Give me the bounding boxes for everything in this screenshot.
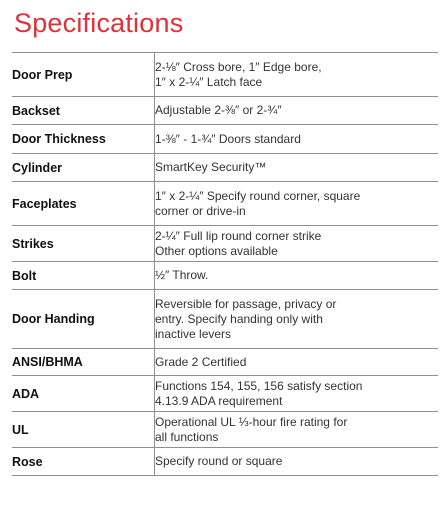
spec-row bbox=[12, 349, 438, 376]
spec-value-line: Functions 154, 155, 156 satisfy section bbox=[155, 378, 363, 393]
spec-row bbox=[12, 53, 438, 97]
spec-row bbox=[12, 226, 438, 262]
spec-value-line: ½″ Throw. bbox=[155, 268, 209, 282]
spec-value-line: 2-⅛″ Cross bore, 1″ Edge bore, bbox=[155, 59, 322, 74]
spec-label: Strikes bbox=[12, 226, 155, 262]
spec-value bbox=[155, 125, 439, 154]
spec-value-line: Adjustable 2-⅜″ or 2-¾″ bbox=[155, 103, 282, 117]
spec-value-line: Other options available bbox=[155, 243, 278, 258]
spec-label: Faceplates bbox=[12, 182, 155, 226]
spec-value bbox=[155, 226, 439, 262]
spec-value-line: 2-¼″ Full lip round corner strike bbox=[155, 228, 322, 243]
spec-label: Door Thickness bbox=[12, 125, 155, 154]
spec-row bbox=[12, 448, 438, 476]
spec-label: Rose bbox=[12, 448, 155, 476]
spec-value bbox=[155, 376, 439, 412]
spec-value bbox=[155, 53, 439, 97]
spec-row bbox=[12, 182, 438, 226]
spec-value-line: Operational UL ⅓-hour fire rating for bbox=[155, 414, 348, 429]
spec-value bbox=[155, 290, 439, 349]
spec-value-line: Specify round or square bbox=[155, 454, 283, 468]
spec-value-line: entry. Specify handing only with bbox=[155, 311, 323, 326]
spec-value-line: Reversible for passage, privacy or bbox=[155, 296, 337, 311]
spec-value-line: all functions bbox=[155, 429, 219, 444]
spec-value-line: Grade 2 Certified bbox=[155, 354, 247, 369]
spec-value bbox=[155, 154, 439, 182]
spec-label: Cylinder bbox=[12, 154, 155, 182]
spec-value bbox=[155, 262, 439, 290]
spec-value bbox=[155, 97, 439, 125]
spec-label: ADA bbox=[12, 376, 155, 412]
spec-value bbox=[155, 412, 439, 448]
spec-row bbox=[12, 376, 438, 412]
spec-value-line: corner or drive-in bbox=[155, 203, 246, 218]
spec-row bbox=[12, 97, 438, 125]
spec-value bbox=[155, 349, 439, 376]
spec-value-line: 4.13.9 ADA requirement bbox=[155, 393, 283, 408]
specifications-table bbox=[12, 52, 438, 476]
spec-label: Door Prep bbox=[12, 53, 155, 97]
spec-value bbox=[155, 182, 439, 226]
spec-row bbox=[12, 125, 438, 154]
page-title: Specifications bbox=[14, 8, 184, 38]
spec-label: Door Handing bbox=[12, 290, 155, 349]
specifications-table-body bbox=[12, 53, 438, 476]
spec-value-line: 1-⅜″ - 1-¾″ Doors standard bbox=[155, 131, 301, 146]
spec-row bbox=[12, 290, 438, 349]
spec-row bbox=[12, 262, 438, 290]
spec-label: Bolt bbox=[12, 262, 155, 290]
spec-value-line: SmartKey Security™ bbox=[155, 160, 267, 174]
spec-row bbox=[12, 412, 438, 448]
spec-value-line: 1″ x 2-¼″ Specify round corner, square bbox=[155, 188, 361, 203]
spec-value bbox=[155, 448, 439, 476]
spec-label: ANSI/BHMA bbox=[12, 349, 155, 376]
spec-row bbox=[12, 154, 438, 182]
spec-label: Backset bbox=[12, 97, 155, 125]
spec-label: UL bbox=[12, 412, 155, 448]
spec-value-line: 1″ x 2-¼″ Latch face bbox=[155, 74, 263, 89]
spec-value-line: inactive levers bbox=[155, 326, 232, 341]
